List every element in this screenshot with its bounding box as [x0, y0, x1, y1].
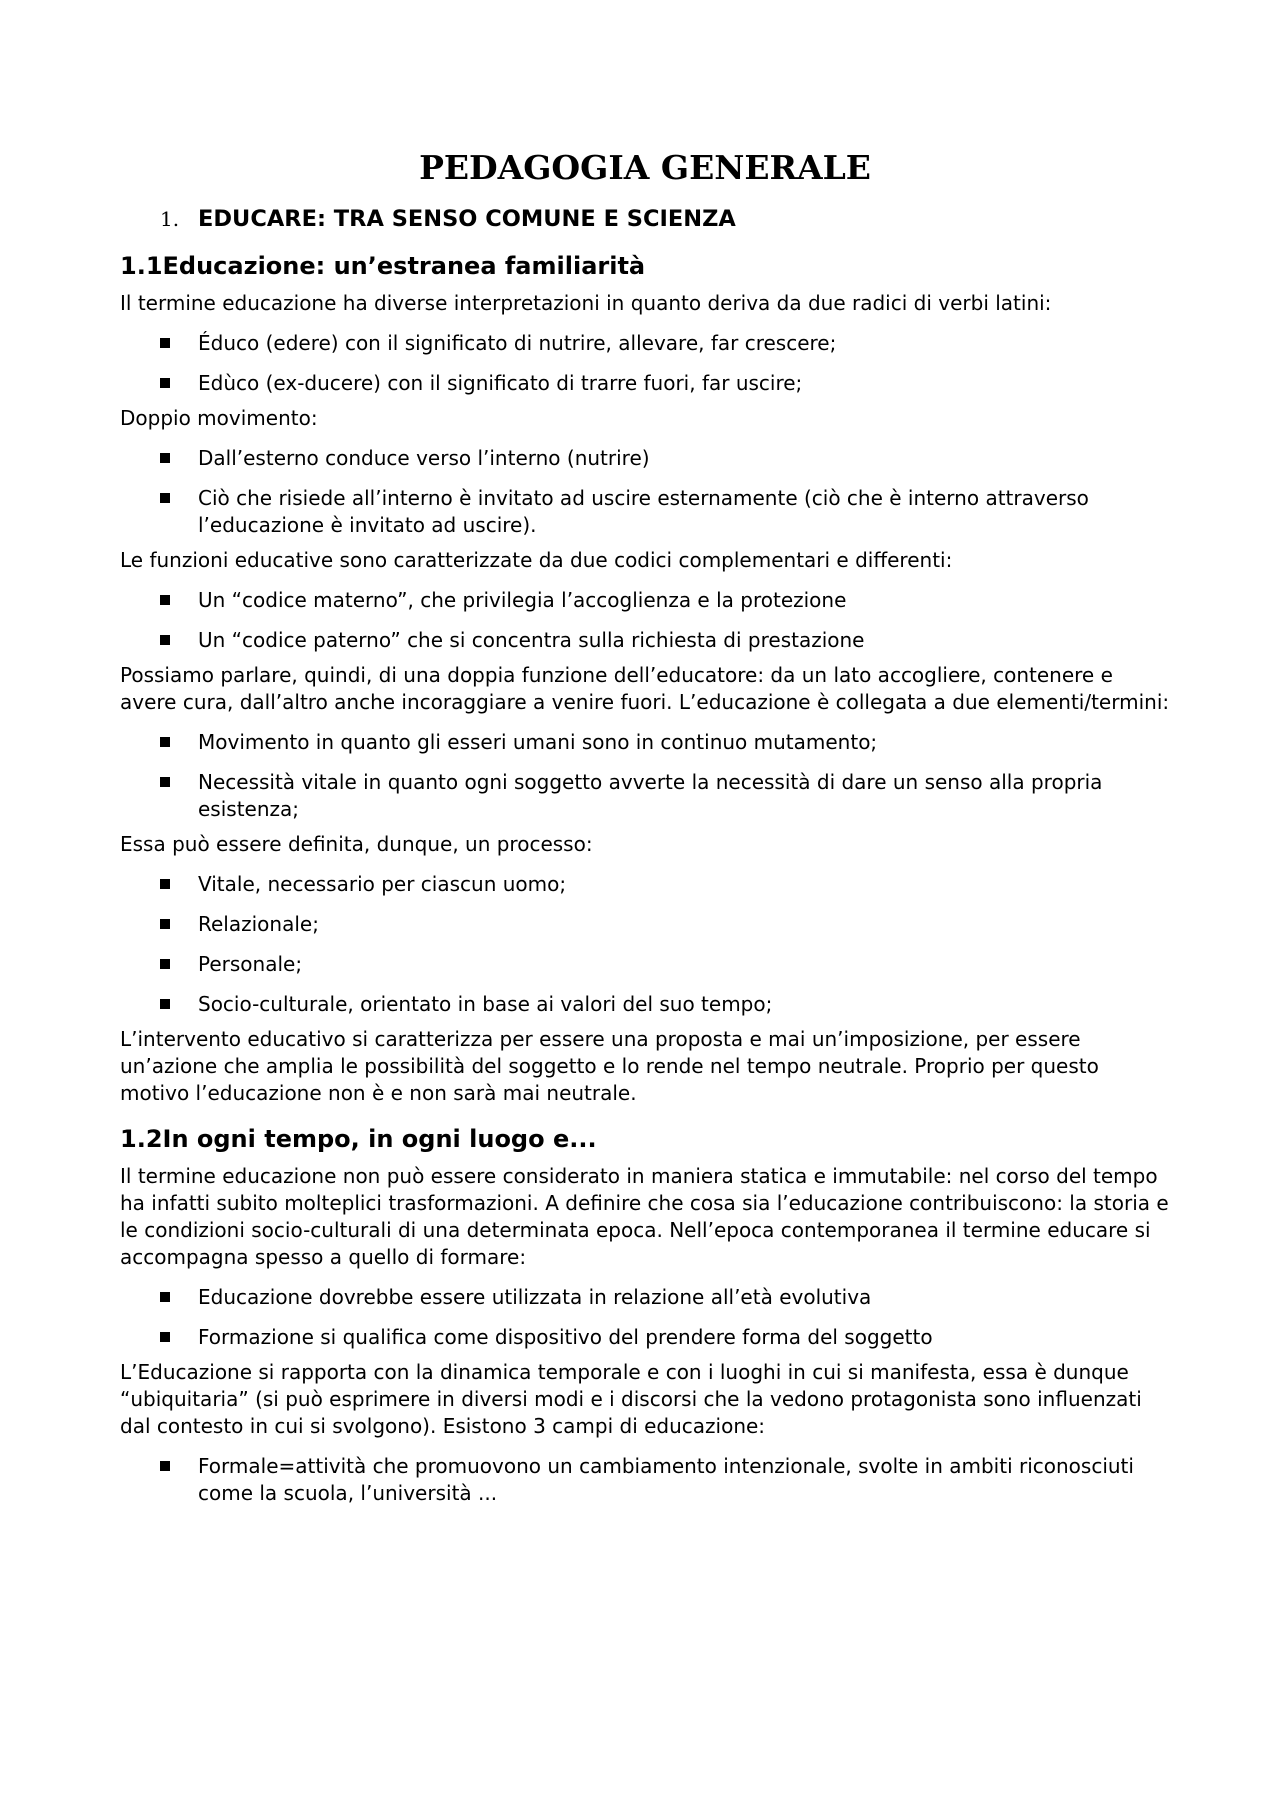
paragraph: Le funzioni educative sono caratterizzate da due codici complementari e differenti:: [120, 548, 953, 572]
list-item: Personale;: [120, 951, 1170, 978]
list-item: Educazione dovrebbe essere utilizzata in relazione all’età evolutiva: [120, 1284, 1170, 1311]
paragraph: Possiamo parlare, quindi, di una doppia funzione dell’educatore: da un lato accogliere, contenere e avere cura, dall’altro anche incoraggiare a venire fuori. L’educazione è collegata a due elementi/termini:: [120, 663, 1170, 714]
bullet-list: [120, 587, 1170, 654]
list-item: Vitale, necessario per ciascun uomo;: [120, 871, 1170, 898]
square-bullet-icon: [160, 635, 170, 645]
square-bullet-icon: [160, 959, 170, 969]
section-heading-1-1: 1.1Educazione: un’estranea familiarità: [120, 252, 646, 280]
list-item: Relazionale;: [120, 911, 1170, 938]
bullet-list: [120, 729, 1170, 823]
list-item: Formale=attività che promuovono un cambiamento intenzionale, svolte in ambiti riconosciuti come la scuola, l’università ...: [120, 1453, 1170, 1507]
list-item: Socio-culturale, orientato in base ai valori del suo tempo;: [120, 991, 1170, 1018]
square-bullet-icon: [160, 999, 170, 1009]
chapter-heading: [160, 204, 1170, 234]
square-bullet-icon: [160, 453, 170, 463]
list-item: Un “codice paterno” che si concentra sulla richiesta di prestazione: [120, 627, 1170, 654]
bullet-list: [120, 1284, 1170, 1351]
list-item: Movimento in quanto gli esseri umani sono in continuo mutamento;: [120, 729, 1170, 756]
document-title: PEDAGOGIA GENERALE: [419, 148, 871, 187]
paragraph: Il termine educazione ha diverse interpretazioni in quanto deriva da due radici di verbi latini:: [120, 291, 1052, 315]
list-item: Ciò che risiede all’interno è invitato ad uscire esternamente (ciò che è interno attraverso l’educazione è invitato ad uscire).: [120, 485, 1170, 539]
chapter-title: EDUCARE: TRA SENSO COMUNE E SCIENZA: [198, 206, 736, 232]
square-bullet-icon: [160, 1461, 170, 1471]
list-item: Dall’esterno conduce verso l’interno (nutrire): [120, 445, 1170, 472]
paragraph: Il termine educazione non può essere considerato in maniera statica e immutabile: nel corso del tempo ha infatti subito molteplici trasformazioni. A definire che cosa sia l’educazione contribuiscono: la storia e le condizioni socio-culturali di una determinata epoca. Nell’epoca contemporanea il termine educare si accompagna spesso a quello di formare:: [120, 1164, 1169, 1269]
bullet-list: [120, 330, 1170, 397]
square-bullet-icon: [160, 1332, 170, 1342]
document-page: [120, 0, 1170, 1507]
square-bullet-icon: [160, 493, 170, 503]
square-bullet-icon: [160, 1292, 170, 1302]
list-item: Formazione si qualifica come dispositivo del prendere forma del soggetto: [120, 1324, 1170, 1351]
paragraph: L’Educazione si rapporta con la dinamica temporale e con i luoghi in cui si manifesta, essa è dunque “ubiquitaria” (si può esprimere in diversi modi e i discorsi che la vedono protagonista sono influenzati dal contesto in cui si svolgono). Esistono 3 campi di educazione:: [120, 1360, 1142, 1438]
section-heading-1-2: 1.2In ogni tempo, in ogni luogo e...: [120, 1125, 597, 1153]
square-bullet-icon: [160, 919, 170, 929]
paragraph: L’intervento educativo si caratterizza per essere una proposta e mai un’imposizione, per essere un’azione che amplia le possibilità del soggetto e lo rende nel tempo neutrale. Proprio per questo motivo l’educazione non è e non sarà mai neutrale.: [120, 1027, 1099, 1105]
square-bullet-icon: [160, 595, 170, 605]
bullet-list: [120, 1453, 1170, 1507]
square-bullet-icon: [160, 378, 170, 388]
bullet-list: [120, 445, 1170, 539]
list-item: Necessità vitale in quanto ogni soggetto avverte la necessità di dare un senso alla propria esistenza;: [120, 769, 1170, 823]
chapter-number: 1.: [160, 207, 180, 231]
square-bullet-icon: [160, 737, 170, 747]
list-item: Éduco (edere) con il significato di nutrire, allevare, far crescere;: [120, 330, 1170, 357]
list-item: Un “codice materno”, che privilegia l’accoglienza e la protezione: [120, 587, 1170, 614]
square-bullet-icon: [160, 879, 170, 889]
list-item: Edùco (ex-ducere) con il significato di trarre fuori, far uscire;: [120, 370, 1170, 397]
paragraph: Essa può essere definita, dunque, un processo:: [120, 832, 593, 856]
square-bullet-icon: [160, 338, 170, 348]
paragraph: Doppio movimento:: [120, 406, 318, 430]
bullet-list: [120, 871, 1170, 1018]
square-bullet-icon: [160, 777, 170, 787]
